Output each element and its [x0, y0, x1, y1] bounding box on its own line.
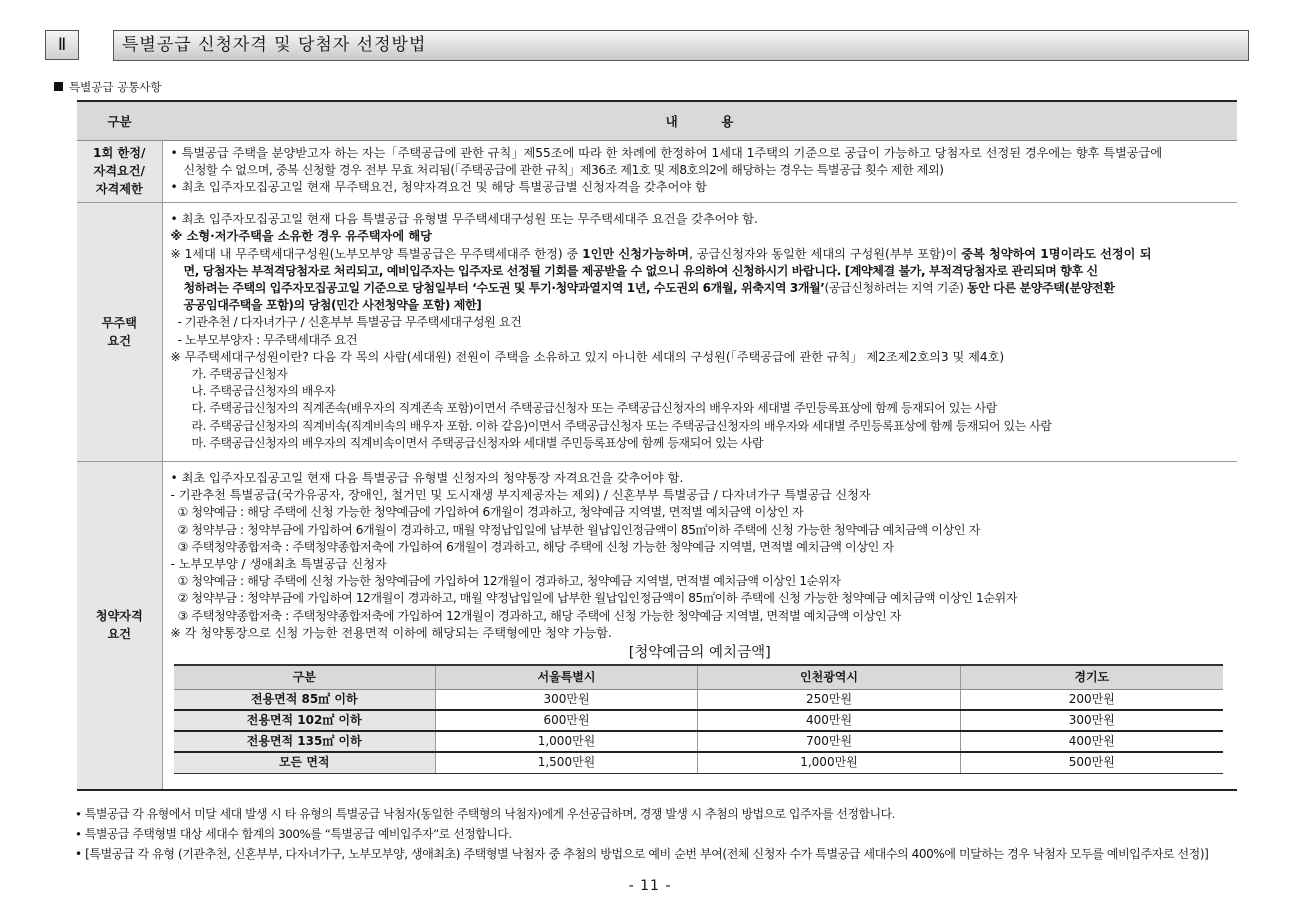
- row-label-homeless: 무주택 요건: [77, 203, 162, 462]
- content-line: - 노부모부양자 : 무주택세대주 요건: [177, 332, 358, 347]
- footnote: • 특별공급 주택형별 대상 세대수 합계의 300%를 “특별공급 예비입주자”로 선정합니다.: [75, 827, 512, 841]
- table-header-row: [77, 101, 1237, 140]
- row-content-limit: [162, 140, 1237, 203]
- deposit-cell: 1,000만원: [698, 752, 961, 773]
- content-line: ※ 1세대 내 무주택세대구성원(노부모부양 특별공급은 무주택세대주 한정) 중 1인만 신청가능하며, 공급신청자와 동일한 세대의 구성원(부부 포함)이 중복 청약하여 1명이라도 선정이 되: [170, 246, 1152, 261]
- deposit-row-label: 전용면적 102㎡ 이하: [174, 710, 436, 731]
- deposit-cell: 400만원: [961, 731, 1223, 752]
- content-line: ※ 소형·저가주택을 소유한 경우 유주택자에 해당: [170, 229, 432, 244]
- deposit-row-label: 전용면적 85㎡ 이하: [174, 689, 436, 710]
- common-requirements-table: [77, 100, 1237, 791]
- deposit-row-label: 모든 면적: [174, 752, 436, 773]
- row-label-subscription: 청약자격 요건: [77, 461, 162, 789]
- footnotes: [75, 804, 1208, 864]
- content-line: ※ 무주택세대구성원이란? 다음 각 목의 사람(세대원) 전원이 주택을 소유하고 있지 아니한 세대의 구성원(「주택공급에 관한 규칙」 제2조제2호의3 및 제4호): [170, 349, 1005, 364]
- deposit-cell: 400만원: [698, 710, 961, 731]
- content-line: ② 청약부금 : 청약부금에 가입하여 6개월이 경과하고, 매월 약정납입일에 납부한 월납입인정금액이 85㎡이하 주택에 신청 가능한 청약예금 예치금액 이상인 자: [177, 522, 980, 537]
- deposit-header: 구분: [174, 665, 436, 689]
- deposit-cell: 700만원: [698, 731, 961, 752]
- table-row-homeless: [77, 203, 1237, 462]
- content-line: ① 청약예금 : 해당 주택에 신청 가능한 청약예금에 가입하여 6개월이 경과하고, 청약예금 지역별, 면적별 예치금액 이상인 자: [177, 505, 804, 520]
- content-line: ③ 주택청약종합저축 : 주택청약종합저축에 가입하여 12개월이 경과하고, 해당 주택에 신청 가능한 청약예금 지역별, 면적별 예치금액 이상인 자: [177, 608, 901, 623]
- section-title: 특별공급 신청자격 및 당첨자 선정방법: [113, 30, 1249, 61]
- deposit-header-row: [174, 665, 1223, 689]
- content-line: • 최초 입주자모집공고일 현재 다음 특별공급 유형별 무주택세대구성원 또는 무주택세대주 요건을 갖추어야 함.: [170, 212, 758, 227]
- content-line: ① 청약예금 : 해당 주택에 신청 가능한 청약예금에 가입하여 12개월이 경과하고, 청약예금 지역별, 면적별 예치금액 이상인 1순위자: [177, 574, 841, 589]
- row-content-subscription: [162, 461, 1237, 789]
- header-category: 구분: [77, 101, 162, 140]
- footnote: • 특별공급 각 유형에서 미달 세대 발생 시 타 유형의 특별공급 낙첨자(동일한 주택형의 낙첨자)에게 우선공급하며, 경쟁 발생 시 추첨의 방법으로 입주자를 선정합니다.: [75, 807, 896, 821]
- section-number: Ⅱ: [45, 30, 79, 60]
- page-number: - 11 -: [628, 878, 672, 894]
- table-row-subscription: [77, 461, 1237, 789]
- deposit-cell: 500만원: [961, 752, 1223, 773]
- content-line: • 최초 입주자모집공고일 현재 다음 특별공급 유형별 신청자의 청약통장 자격요건을 갖추어야 함.: [170, 470, 684, 485]
- content-line: 가. 주택공급신청자: [191, 366, 288, 381]
- content-line: - 노부모부양 / 생애최초 특별공급 신청자: [170, 556, 387, 571]
- table-row: [174, 689, 1223, 710]
- deposit-header: 경기도: [961, 665, 1223, 689]
- deposit-amount-table: [174, 664, 1223, 774]
- content-line: 청하려는 주택의 입주자모집공고일 기준으로 당첨일부터 ‘수도권 및 투기·청약과열지역 1년, 수도권외 6개월, 위축지역 3개월’(공급신청하려는 지역 기준) 동안 다른 분양주택(분양전환: [183, 280, 1115, 295]
- table-row: [174, 710, 1223, 731]
- deposit-row-label: 전용면적 135㎡ 이하: [174, 731, 436, 752]
- deposit-cell: 1,000만원: [436, 731, 698, 752]
- table-row: [174, 752, 1223, 773]
- table-row-limit: [77, 140, 1237, 203]
- deposit-table-title: [청약예금의 예치금액]: [628, 644, 771, 661]
- subheading-text: 특별공급 공통사항: [69, 80, 162, 94]
- content-line: 마. 주택공급신청자의 배우자의 직계비속이면서 주택공급신청자와 세대별 주민등록표상에 함께 등재되어 있는 사람: [191, 435, 764, 450]
- content-line: • 최초 입주자모집공고일 현재 무주택요건, 청약자격요건 및 해당 특별공급별 신청자격을 갖추어야 함: [170, 179, 707, 194]
- content-line: 라. 주택공급신청자의 직계비속(직계비속의 배우자 포함. 이하 같음)이면서 주택공급신청자 또는 주택공급신청자의 배우자와 세대별 주민등록표상에 함께 등재되어 있는 사람: [191, 418, 1052, 433]
- deposit-cell: 200만원: [961, 689, 1223, 710]
- content-line: - 기관추천 / 다자녀가구 / 신혼부부 특별공급 무주택세대구성원 요건: [177, 315, 522, 330]
- content-line: 신청할 수 없으며, 중복 신청할 경우 전부 무효 처리됨(「주택공급에 관한 규칙」제36조 제1호 및 제8호의2에 해당하는 경우는 특별공급 횟수 제한 제외): [183, 162, 944, 177]
- deposit-cell: 1,500만원: [436, 752, 698, 773]
- content-line: - 기관추천 특별공급(국가유공자, 장애인, 철거민 및 도시재생 부지제공자는 제외) / 신혼부부 특별공급 / 다자녀가구 특별공급 신청자: [170, 488, 871, 503]
- deposit-cell: 300만원: [436, 689, 698, 710]
- square-bullet-icon: [54, 82, 63, 91]
- content-line: 면, 당첨자는 부적격당첨자로 처리되고, 예비입주자는 입주자로 선정될 기회를 제공받을 수 없으니 유의하여 신청하시기 바랍니다. [계약체결 불가, 부적격당첨자로 관리되며 향후 신: [183, 263, 1098, 278]
- deposit-cell: 250만원: [698, 689, 961, 710]
- row-label-limit: 1회 한정/ 자격요건/ 자격제한: [77, 140, 162, 203]
- table-row: [174, 731, 1223, 752]
- deposit-cell: 300만원: [961, 710, 1223, 731]
- deposit-cell: 600만원: [436, 710, 698, 731]
- subheading: [54, 79, 162, 95]
- content-line: ② 청약부금 : 청약부금에 가입하여 12개월이 경과하고, 매월 약정납입일에 납부한 월납입인정금액이 85㎡이하 주택에 신청 가능한 청약예금 예치금액 이상인 1순위자: [177, 591, 1018, 606]
- content-line: 나. 주택공급신청자의 배우자: [191, 384, 336, 399]
- footnote: • [특별공급 각 유형 (기관추천, 신혼부부, 다자녀가구, 노부모부양, 생애최초) 주택형별 낙첨자 중 추첨의 방법으로 예비 순번 부여(전체 신청자 수가 특별공급 세대수의 400%에 미달하는 경우 낙첨자 모두를 예비입주자로 선정)]: [75, 847, 1209, 861]
- content-line: 공공임대주택을 포함)의 당첨(민간 사전청약을 포함) 제한]: [183, 298, 482, 313]
- content-line: 다. 주택공급신청자의 직계존속(배우자의 직계존속 포함)이면서 주택공급신청자 또는 주택공급신청자의 배우자와 세대별 주민등록표상에 함께 등재되어 있는 사람: [191, 401, 997, 416]
- content-line: ③ 주택청약종합저축 : 주택청약종합저축에 가입하여 6개월이 경과하고, 해당 주택에 신청 가능한 청약예금 지역별, 면적별 예치금액 이상인 자: [177, 539, 894, 554]
- header-content: 내 용: [162, 101, 1237, 140]
- content-line: ※ 각 청약통장으로 신청 가능한 전용면적 이하에 해당되는 주택형에만 청약 가능함.: [170, 625, 612, 640]
- row-content-homeless: [162, 203, 1237, 462]
- deposit-header: 서울특별시: [436, 665, 698, 689]
- deposit-header: 인천광역시: [698, 665, 961, 689]
- content-line: • 특별공급 주택을 분양받고자 하는 자는「주택공급에 관한 규칙」제55조에 따라 한 차례에 한정하여 1세대 1주택의 기준으로 공급이 가능하고 당첨자로 선정된 경우에는 향후 특별공급에: [170, 145, 1163, 160]
